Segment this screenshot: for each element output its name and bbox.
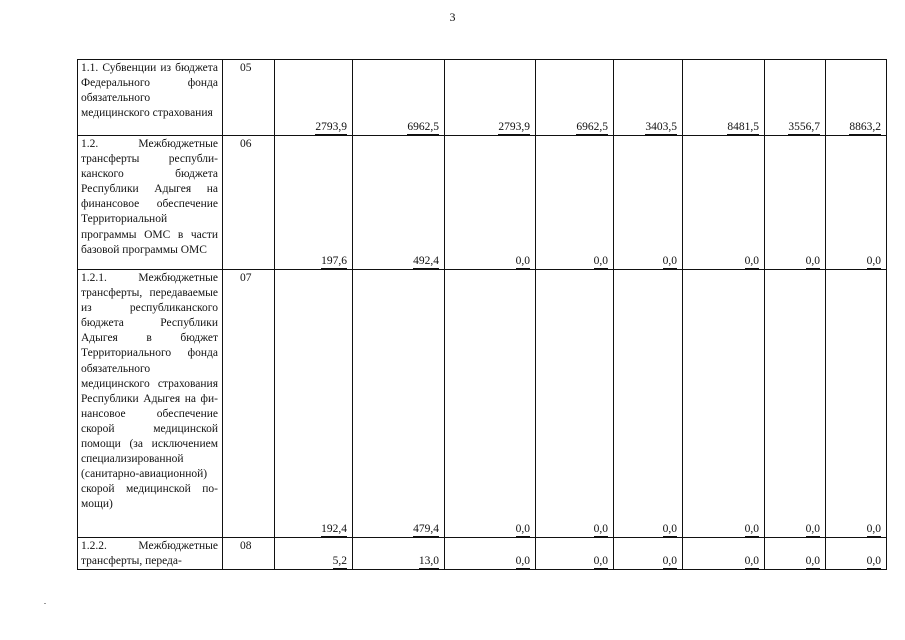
- value-cell: 0,0: [614, 270, 683, 538]
- value-cell: 0,0: [826, 538, 887, 570]
- value-cell: 192,4: [275, 270, 353, 538]
- scan-speck: [44, 603, 46, 604]
- value-cell: 6962,5: [536, 60, 614, 136]
- value-cell: 0,0: [826, 270, 887, 538]
- value-cell: 8863,2: [826, 60, 887, 136]
- value-cell: 0,0: [445, 270, 536, 538]
- value-cell: 0,0: [765, 270, 826, 538]
- table-row: [78, 538, 887, 570]
- value-cell: 0,0: [614, 136, 683, 270]
- value-cell: 2793,9: [445, 60, 536, 136]
- row-description: 1.2.2. Межбюджетные трансферты, переда-: [78, 538, 223, 570]
- value-cell: 492,4: [353, 136, 445, 270]
- table-row: [78, 60, 887, 136]
- value-cell: 8481,5: [683, 60, 765, 136]
- value-cell: 0,0: [445, 136, 536, 270]
- value-cell: 0,0: [683, 136, 765, 270]
- value-cell: 0,0: [536, 270, 614, 538]
- table-row: [78, 270, 887, 538]
- value-cell: 0,0: [683, 538, 765, 570]
- row-description: 1.2. Межбюджетные трансферты республиканского бюджета Республики Адыгея на финансовое обеспечение Территориальной программы ОМС в части базовой программы ОМС: [78, 136, 223, 270]
- table-row: [78, 136, 887, 270]
- row-code: 07: [223, 270, 275, 538]
- value-cell: 13,0: [353, 538, 445, 570]
- value-cell: 0,0: [826, 136, 887, 270]
- value-cell: 5,2: [275, 538, 353, 570]
- value-cell: 3403,5: [614, 60, 683, 136]
- value-cell: 3556,7: [765, 60, 826, 136]
- row-description: 1.2.1. Межбюджетные трансферты, передаваемые из республиканского бюджета Республики Адыгея в бюджет Территориального фонда обязательного медицинского страхования Республики Адыгея на финансовое обеспечение скорой медицинской помощи (за исключением специализированной (санитарно-авиационной) скорой медицинской помощи): [78, 270, 223, 538]
- value-cell: 0,0: [536, 136, 614, 270]
- value-cell: 6962,5: [353, 60, 445, 136]
- value-cell: 0,0: [536, 538, 614, 570]
- budget-table: [77, 59, 887, 570]
- value-cell: 479,4: [353, 270, 445, 538]
- row-description: 1.1. Субвенции из бюджета Федерального фонда обязательного медицинского страхования: [78, 60, 223, 136]
- value-cell: 0,0: [765, 538, 826, 570]
- value-cell: 0,0: [445, 538, 536, 570]
- value-cell: 0,0: [765, 136, 826, 270]
- value-cell: 197,6: [275, 136, 353, 270]
- row-code: 06: [223, 136, 275, 270]
- page-number: 3: [449, 10, 456, 24]
- value-cell: 0,0: [683, 270, 765, 538]
- row-code: 08: [223, 538, 275, 570]
- value-cell: 2793,9: [275, 60, 353, 136]
- value-cell: 0,0: [614, 538, 683, 570]
- row-code: 05: [223, 60, 275, 136]
